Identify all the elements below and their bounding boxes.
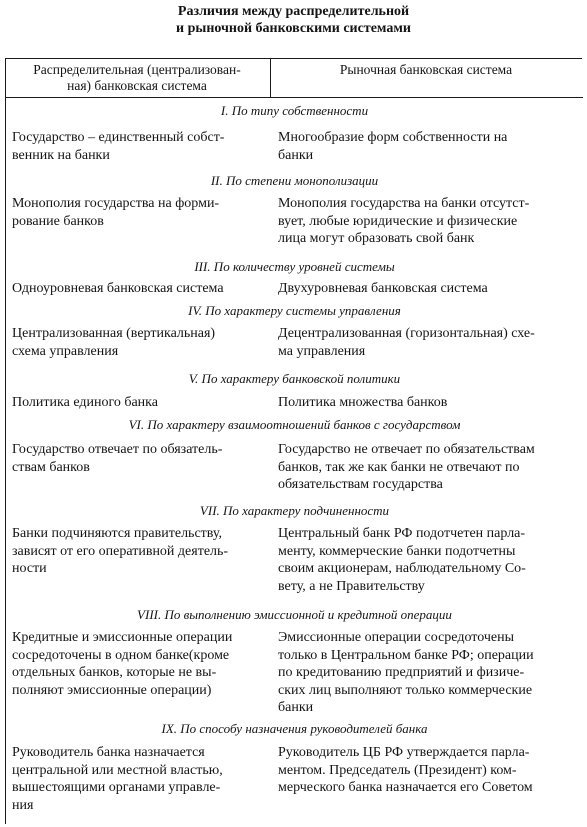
cell-line: своим акционерам, наблюдательному Со- xyxy=(278,561,526,576)
section-left-cell xyxy=(12,629,270,699)
section-left-cell xyxy=(12,129,270,164)
cell-line: обязательствам государства xyxy=(278,477,443,492)
section-left-cell xyxy=(12,525,270,578)
cell-line: схема управления xyxy=(12,343,119,359)
page-title xyxy=(0,3,587,37)
header-left-line: Распределительная (централизован- xyxy=(33,62,241,77)
cell-line: лица могут образовать свой банк xyxy=(278,231,475,246)
cell-line: банков, так же как банки не отвечают по xyxy=(278,459,520,475)
cell-line: Эмиссионные операции сосредоточены xyxy=(278,630,514,645)
cell-line: Государство отвечает по обязатель- xyxy=(12,442,223,457)
section-right-cell xyxy=(278,325,580,360)
section-right-cell xyxy=(278,195,580,248)
section-right-cell xyxy=(278,394,580,412)
cell-line: ских лиц выполняют только коммерческие xyxy=(278,682,533,698)
cell-line: Политика единого банка xyxy=(12,395,158,410)
cell-line: банки xyxy=(278,700,314,715)
section-right-cell xyxy=(278,280,580,298)
title-line-1: Различия между распределительной xyxy=(177,4,410,19)
cell-line: отдельных банков, которые не вы- xyxy=(12,665,217,680)
cell-line: менту, коммерческие банки подотчетны xyxy=(278,543,516,559)
section-left-cell xyxy=(12,280,270,298)
cell-line: Централизованная (вертикальная) xyxy=(12,326,216,341)
cell-line: центральной или местной властью, xyxy=(12,762,223,778)
cell-line: вышестоящими органами управле- xyxy=(12,780,221,795)
cell-line: Монополия государства на банки отсутст- xyxy=(278,196,530,211)
section-category: VII. По характеру подчиненности xyxy=(199,503,390,518)
cell-line: Кредитные и эмиссионные операции xyxy=(12,630,233,645)
table-header xyxy=(6,59,583,98)
header-left-line: ная) банковская система xyxy=(67,78,207,93)
section-category: II. По степени монополизации xyxy=(210,173,379,188)
cell-line: вует, любые юридические и физические xyxy=(278,213,518,229)
section-left-cell xyxy=(12,195,270,230)
cell-line: ментом. Председатель (Президент) ком- xyxy=(278,762,517,778)
cell-line: банки xyxy=(278,147,314,163)
cell-line: рование банков xyxy=(12,213,104,229)
section-left-cell xyxy=(12,744,270,814)
section-category: III. По количеству уровней системы xyxy=(194,259,395,274)
section-right-cell xyxy=(278,129,580,164)
section-category: VIII. По выполнению эмиссионной и кредитной операции xyxy=(137,607,452,622)
header-right: Рыночная банковская система xyxy=(339,62,513,77)
comparison-table xyxy=(5,58,582,824)
section-category: I. По типу собственности xyxy=(220,103,369,118)
section-left-cell xyxy=(12,325,270,360)
section-left-cell xyxy=(12,394,270,412)
cell-line: полняют эмиссионные операции) xyxy=(12,682,212,698)
title-line-2: и рыночной банковскими системами xyxy=(176,21,411,36)
cell-line: мерческого банка назначается его Советом xyxy=(278,780,533,795)
cell-line: ма управления xyxy=(278,343,366,359)
cell-line: по кредитованию предприятий и физиче- xyxy=(278,665,525,680)
cell-line: Руководитель банка назначается xyxy=(12,745,205,760)
cell-line: ствам банков xyxy=(12,459,90,475)
section-left-cell xyxy=(12,441,270,476)
section-category: IV. По характеру системы управления xyxy=(188,303,401,318)
section-category: IX. По способу назначения руководителей банка xyxy=(161,721,428,736)
section-right-cell xyxy=(278,525,580,595)
cell-line: Децентрализованная (горизонтальная) схе- xyxy=(278,326,535,341)
header-left xyxy=(8,62,266,94)
section-category: V. По характеру банковской политики xyxy=(188,371,401,386)
section-category: VI. По характеру взаимоотношений банков с государством xyxy=(128,417,461,432)
cell-line: ности xyxy=(12,561,47,576)
cell-line: только в Центральном банке РФ; операции xyxy=(278,647,534,663)
cell-line: Руководитель ЦБ РФ утверждается парла- xyxy=(278,745,530,760)
cell-line: Банки подчиняются правительству, xyxy=(12,526,223,541)
cell-line: Многообразие форм собственности на xyxy=(278,130,508,145)
cell-line: венник на банки xyxy=(12,147,110,163)
cell-line: вету, а не Правительству xyxy=(278,578,425,594)
cell-line: Монополия государства на форми- xyxy=(12,196,220,211)
cell-line: Государство – единственный собст- xyxy=(12,130,225,145)
header-divider xyxy=(270,59,271,98)
cell-line: Центральный банк РФ подотчетен парла- xyxy=(278,526,526,541)
cell-line: сосредоточены в одном банке(кроме xyxy=(12,647,230,663)
section-right-cell xyxy=(278,744,580,797)
cell-line: зависят от его оперативной деятель- xyxy=(12,543,229,559)
section-right-cell xyxy=(278,441,580,494)
cell-line: Двухуровневая банковская система xyxy=(278,281,488,296)
cell-line: Политика множества банков xyxy=(278,395,448,410)
cell-line: Одноуровневая банковская система xyxy=(12,281,224,296)
section-right-cell xyxy=(278,629,580,717)
cell-line: Государство не отвечает по обязательствам xyxy=(278,442,535,457)
cell-line: ния xyxy=(12,797,34,813)
